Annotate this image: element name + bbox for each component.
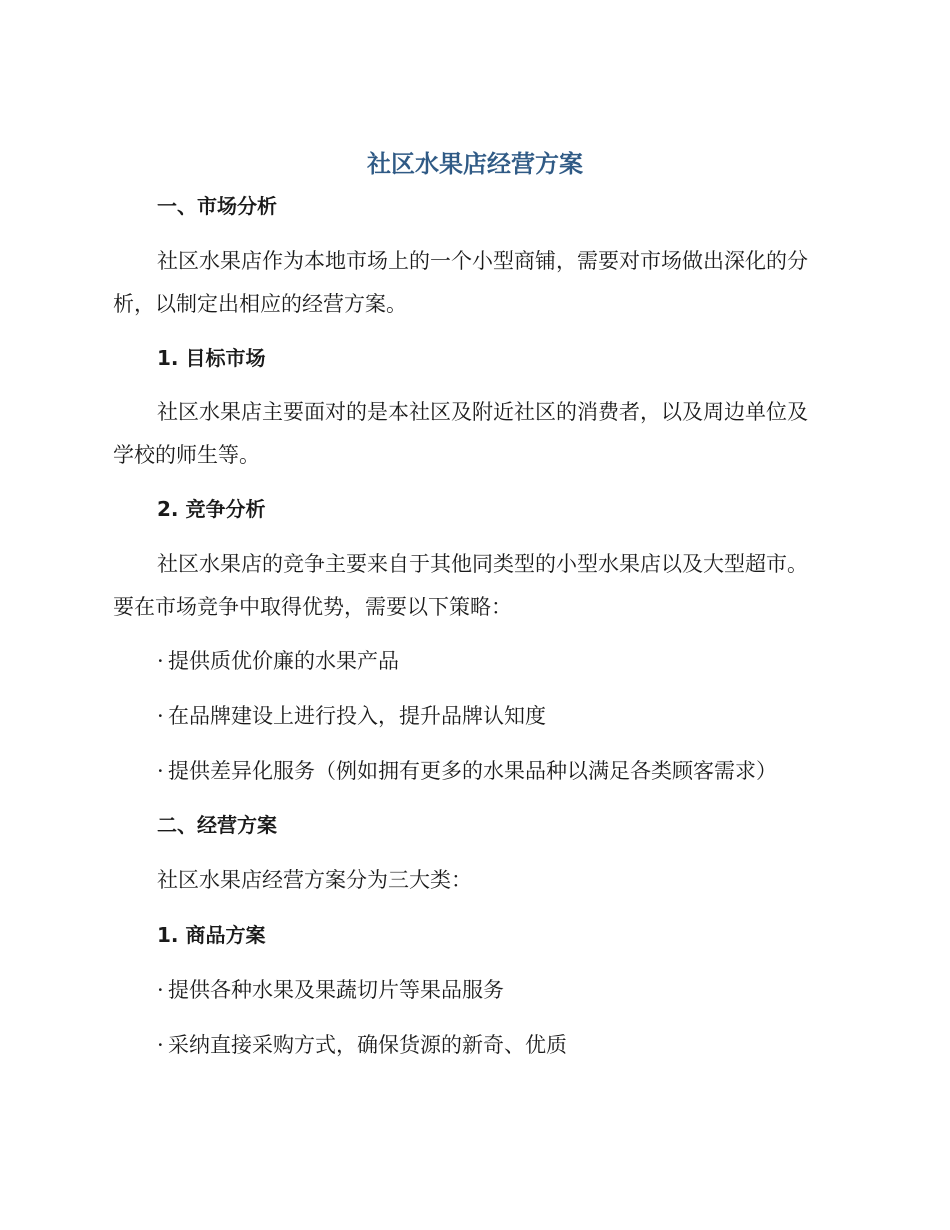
- paragraph-line: 析，以制定出相应的经营方案。: [113, 292, 407, 316]
- list-item: [157, 756, 837, 786]
- list-item-text: 提供各种水果及果蔬切片等果品服务: [168, 978, 504, 1002]
- bullet-icon: ·: [157, 649, 164, 673]
- list-item-text: 在品牌建设上进行投入，提升品牌认知度: [168, 704, 546, 728]
- list-item-text: 提供差异化服务（例如拥有更多的水果品种以满足各类顾客需求）: [168, 759, 777, 783]
- paragraph-line: 要在市场竞争中取得优势，需要以下策略：: [113, 595, 512, 619]
- bullet-icon: ·: [157, 759, 164, 783]
- list-item-text: 采纳直接采购方式，确保货源的新奇、优质: [168, 1033, 567, 1057]
- subheading-product-plan: 1. 商品方案: [157, 923, 266, 947]
- bullet-icon: ·: [157, 978, 164, 1002]
- subheading-target-market: 1. 目标市场: [157, 346, 266, 370]
- section-heading-market-analysis: 一、市场分析: [157, 194, 277, 218]
- list-item: [157, 646, 837, 676]
- document-title: 社区水果店经营方案: [367, 150, 583, 178]
- bullet-icon: ·: [157, 1033, 164, 1057]
- subheading-competition-analysis: 2. 竞争分析: [157, 497, 266, 521]
- list-item: [157, 701, 837, 731]
- paragraph-line: 社区水果店作为本地市场上的一个小型商铺，需要对市场做出深化的分: [157, 249, 808, 273]
- paragraph-line: 社区水果店主要面对的是本社区及附近社区的消费者，以及周边单位及: [157, 400, 808, 424]
- section-heading-business-plan: 二、经营方案: [157, 813, 277, 837]
- paragraph-line: 社区水果店的竞争主要来自于其他同类型的小型水果店以及大型超市。: [157, 552, 808, 576]
- list-item: [157, 1030, 837, 1060]
- bullet-icon: ·: [157, 704, 164, 728]
- list-item: [157, 975, 837, 1005]
- paragraph-line: 社区水果店经营方案分为三大类：: [157, 868, 472, 892]
- paragraph-line: 学校的师生等。: [113, 443, 260, 467]
- list-item-text: 提供质优价廉的水果产品: [168, 649, 399, 673]
